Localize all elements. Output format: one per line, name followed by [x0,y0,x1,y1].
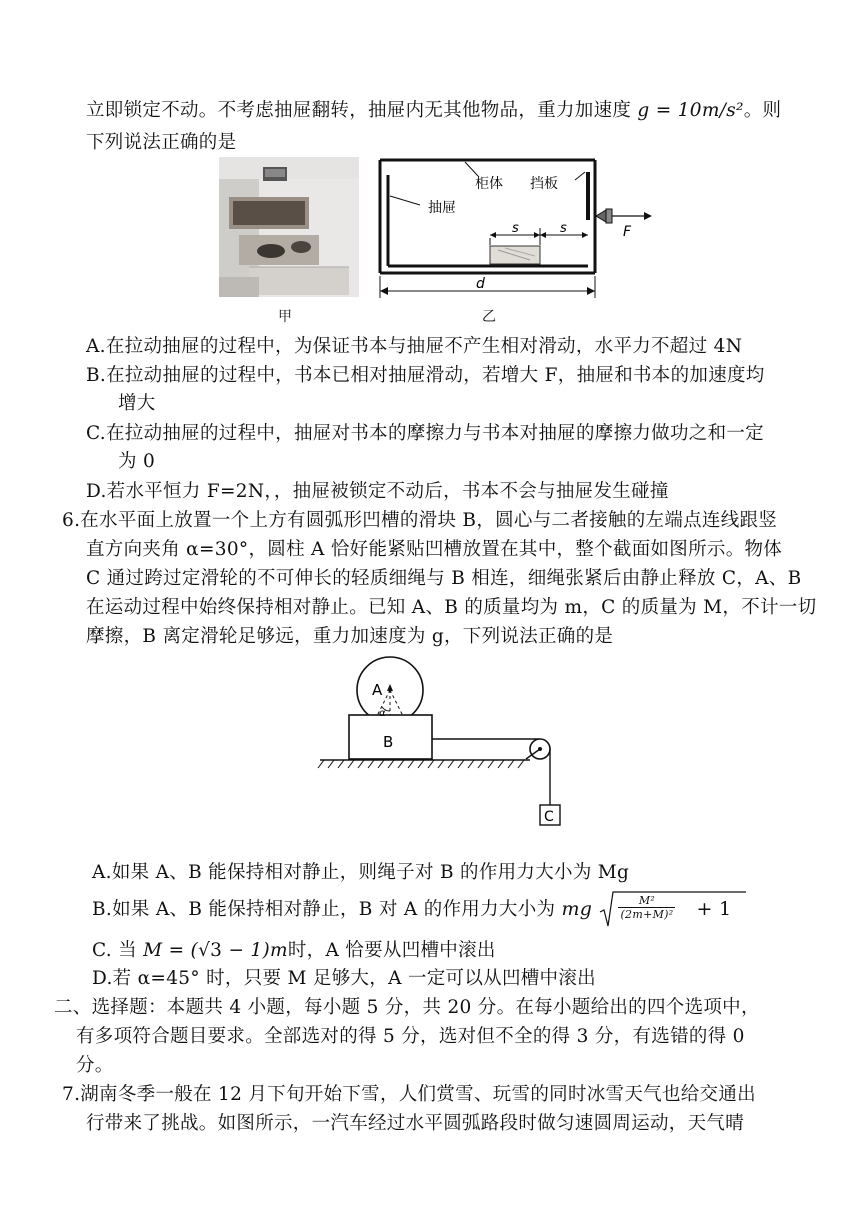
q6-option-d: D.若 α=45° 时，只要 M 足够大，A 一定可以从凹槽中滚出 [92,968,596,989]
q5-option-b: B.在拉动抽屉的过程中，书本已相对抽屉滑动，若增大 F，抽屉和书本的加速度均 [86,365,765,386]
caption-jia: 甲 [278,309,292,325]
label-s-1: s [512,221,519,236]
label-baffle: 挡板 [530,176,558,192]
label-A: A [372,681,383,699]
q5-option-a: A.在拉动抽屉的过程中，为保证书本与抽屉不产生相对滑动，水平力不超过 4N [86,336,743,357]
pulley-diagram [312,655,572,835]
intro-line-1: 立即锁定不动。不考虑抽屉翻转，抽屉内无其他物品，重力加速度 g = 10m/s²。则 [86,100,782,121]
q6-line-3: C 通过跨过定滑轮的不可伸长的轻质细绳与 B 相连，细绳张紧后由静止释放 C，A、B [86,568,802,589]
section2-line-3: 分。 [76,1055,114,1076]
caption-yi: 乙 [482,309,496,325]
label-F: F [623,224,632,240]
section2-line-1: 二、选择题：本题共 4 小题，每小题 5 分，共 20 分。在每小题给出的四个选项中， [54,997,760,1018]
q6-line-5: 摩擦，B 离定滑轮足够远，重力加速度为 g，下列说法正确的是 [86,626,614,647]
q6-option-b: B.如果 A、B 能保持相对静止，B 对 A 的作用力大小为 mg $\frac{\text{M²}}{\text{(2m+M)²}}$ + 1 [92,890,748,930]
label-C: C [544,809,554,825]
q6-line-4: 在运动过程中始终保持相对静止。已知 A、B 的质量均为 m，C 的质量为 M，不计一切 [86,597,817,618]
drawer-photo [219,157,359,297]
q6-option-c: C. 当 M = (√3 − 1)m时，A 恰要从凹槽中滚出 [92,940,496,961]
label-s-2: s [560,221,567,236]
intro-line-2: 下列说法正确的是 [86,132,237,153]
q5-option-c: C.在拉动抽屉的过程中，抽屉对书本的摩擦力与书本对抽屉的摩擦力做功之和一定 [86,423,764,444]
gravity-expression: g = 10m/s² [637,100,744,121]
q6-line-1: 6.在水平面上放置一个上方有圆弧形凹槽的滑块 B，圆心与二者接触的左端点连线跟竖 [62,510,778,531]
drawer-schematic [370,150,660,310]
q7-line-2: 行带来了挑战。如图所示，一汽车经过水平圆弧路段时做匀速圆周运动，天气晴 [86,1113,745,1134]
section2-line-2: 有多项符合题目要求。全部选对的得 5 分，选对但不全的得 3 分，有选错的得 0 [76,1026,745,1047]
label-alpha: α [379,708,386,719]
sqrt-expression: $\frac{\text{M²}}{\text{(2m+M)²}}$ + 1 [598,890,748,930]
q5-option-d: D.若水平恒力 F=2N，，抽屉被锁定不动后，书本不会与抽屉发生碰撞 [86,481,669,502]
q6-line-2: 直方向夹角 α=30°，圆柱 A 恰好能紧贴凹槽放置在其中，整个截面如图所示。物体 [86,539,783,560]
q7-line-1: 7.湖南冬季一般在 12 月下旬开始下雪，人们赏雪、玩雪的同时冰雪天气也给交通出 [62,1084,756,1105]
label-cabinet: 柜体 [475,176,503,192]
label-B: B [383,733,394,751]
label-drawer: 抽屉 [428,200,456,216]
q5-option-b-cont: 增大 [118,393,156,414]
q6-option-a: A.如果 A、B 能保持相对静止，则绳子对 B 的作用力大小为 Mg [92,862,630,883]
q5-option-c-cont: 为 0 [118,451,156,472]
label-d: d [476,276,485,292]
